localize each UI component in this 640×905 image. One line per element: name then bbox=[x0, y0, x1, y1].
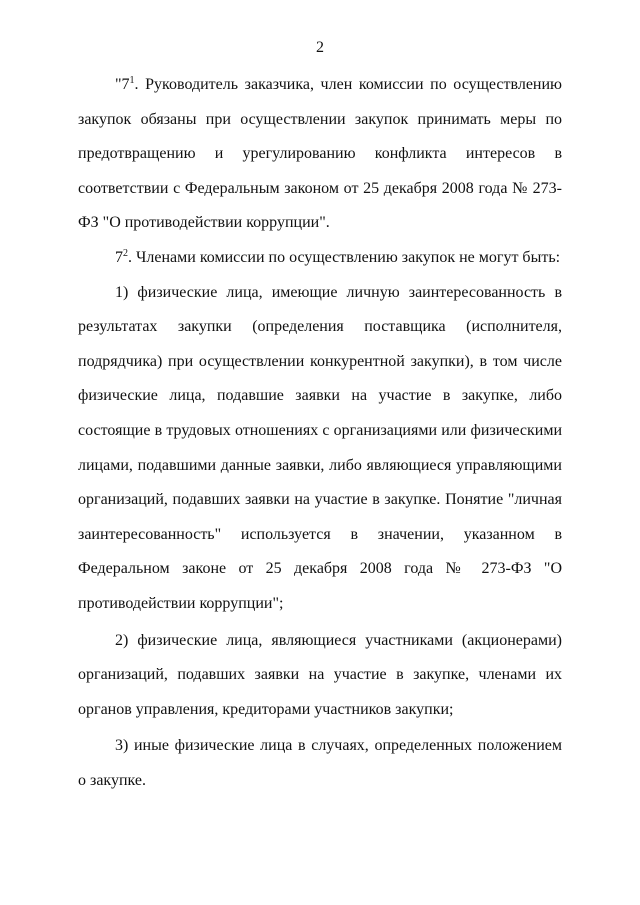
item-7-2-number: 7 bbox=[115, 248, 123, 266]
item-7-1-text: . Руководитель заказчика, член комиссии по осуществлению закупок обязаны при осуществлении закупок принимать меры по предотвращению и урегулированию конфликта интересов в соответствии с Федеральным законом от 25 декабря 2008 года № 273-ФЗ "О противодействии коррупции". bbox=[78, 76, 562, 232]
page-number: 2 bbox=[316, 39, 324, 56]
item-7-2-superscript: 2 bbox=[123, 247, 128, 259]
item-7-1-superscript: 1 bbox=[129, 75, 135, 86]
item-7-1-number: "7 bbox=[115, 76, 130, 93]
paragraph-subitem-2: 2) физические лица, являющиеся участниками (акционерами) организаций, подавших заявки на участие в закупке, членами их органов управления, кредиторами участников закупки; bbox=[78, 631, 562, 718]
paragraph-item-7-2 bbox=[78, 241, 562, 276]
paragraph-subitem-3: 3) иные физические лица в случаях, определенных положением о закупке. bbox=[78, 737, 562, 789]
item-7-2-text: . Членами комиссии по осуществлению закупок не могут быть: bbox=[128, 248, 561, 266]
document-body bbox=[78, 68, 562, 798]
paragraph-item-7-1 bbox=[78, 68, 562, 241]
paragraph-subitem-1: 1) физические лица, имеющие личную заинтересованность в результатах закупки (определения поставщика (исполнителя, подрядчика) при осуществлении конкурентной закупки), в том числе физические лица, подавшие заявки на участие в закупке, либо состоящие в трудовых отношениях с организациями или физическими лицами, подавшими данные заявки, либо являющиеся управляющими организаций, подавших заявки на участие в закупке. Понятие "личная заинтересованность" используется в значении, указанном в Федеральном законе от 25 декабря 2008 года № 273-ФЗ "О противодействии коррупции"; bbox=[78, 283, 562, 612]
